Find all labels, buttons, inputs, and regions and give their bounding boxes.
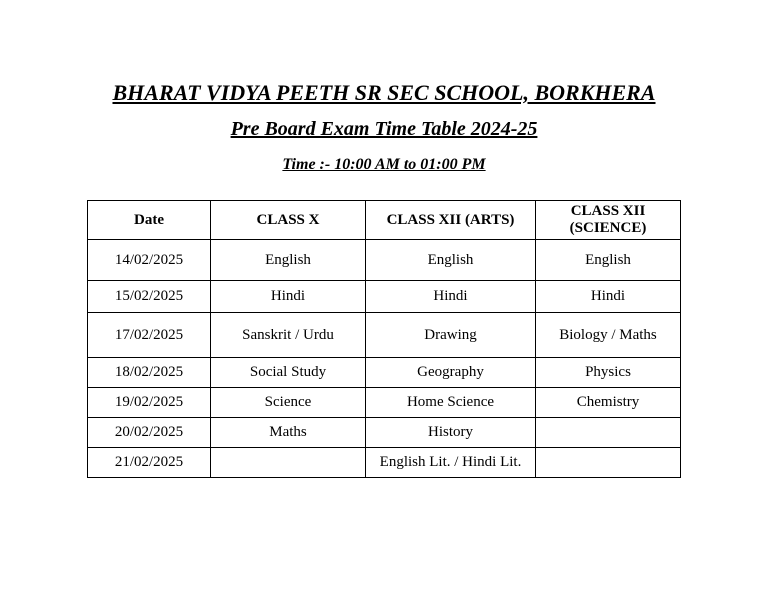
- table-header-row: [88, 201, 681, 240]
- cell-class-xii-science: [536, 448, 681, 478]
- cell-class-xii-arts: History: [366, 418, 536, 448]
- cell-class-x: Maths: [211, 418, 366, 448]
- school-name: BHARAT VIDYA PEETH SR SEC SCHOOL, BORKHERA: [112, 80, 656, 105]
- table-row: [88, 418, 681, 448]
- cell-class-x: Hindi: [211, 281, 366, 313]
- header-class-xii-arts: CLASS XII (ARTS): [366, 201, 536, 240]
- cell-class-x: Sanskrit / Urdu: [211, 313, 366, 358]
- table-row: [88, 240, 681, 281]
- table-row: [88, 388, 681, 418]
- cell-class-xii-science: Physics: [536, 358, 681, 388]
- cell-class-xii-arts: English Lit. / Hindi Lit.: [366, 448, 536, 478]
- table-row: [88, 313, 681, 358]
- header-class-xii-science: CLASS XII (SCIENCE): [536, 201, 681, 240]
- cell-date: 14/02/2025: [88, 240, 211, 281]
- header-date: Date: [88, 201, 211, 240]
- cell-class-x: [211, 448, 366, 478]
- table-row: [88, 448, 681, 478]
- cell-class-xii-science: Biology / Maths: [536, 313, 681, 358]
- cell-date: 15/02/2025: [88, 281, 211, 313]
- cell-date: 18/02/2025: [88, 358, 211, 388]
- cell-class-x: English: [211, 240, 366, 281]
- cell-class-xii-arts: English: [366, 240, 536, 281]
- cell-class-xii-science: [536, 418, 681, 448]
- cell-class-xii-science: Chemistry: [536, 388, 681, 418]
- cell-class-xii-arts: Home Science: [366, 388, 536, 418]
- cell-class-xii-arts: Geography: [366, 358, 536, 388]
- cell-class-xii-arts: Drawing: [366, 313, 536, 358]
- cell-date: 21/02/2025: [88, 448, 211, 478]
- cell-date: 19/02/2025: [88, 388, 211, 418]
- cell-date: 20/02/2025: [88, 418, 211, 448]
- document-title: Pre Board Exam Time Table 2024-25: [230, 118, 538, 140]
- cell-date: 17/02/2025: [88, 313, 211, 358]
- cell-class-xii-arts: Hindi: [366, 281, 536, 313]
- header-class-x: CLASS X: [211, 201, 366, 240]
- table-row: [88, 281, 681, 313]
- exam-time: Time :- 10:00 AM to 01:00 PM: [282, 156, 486, 173]
- cell-class-xii-science: English: [536, 240, 681, 281]
- cell-class-x: Science: [211, 388, 366, 418]
- cell-class-x: Social Study: [211, 358, 366, 388]
- table-row: [88, 358, 681, 388]
- exam-timetable: [87, 200, 681, 478]
- cell-class-xii-science: Hindi: [536, 281, 681, 313]
